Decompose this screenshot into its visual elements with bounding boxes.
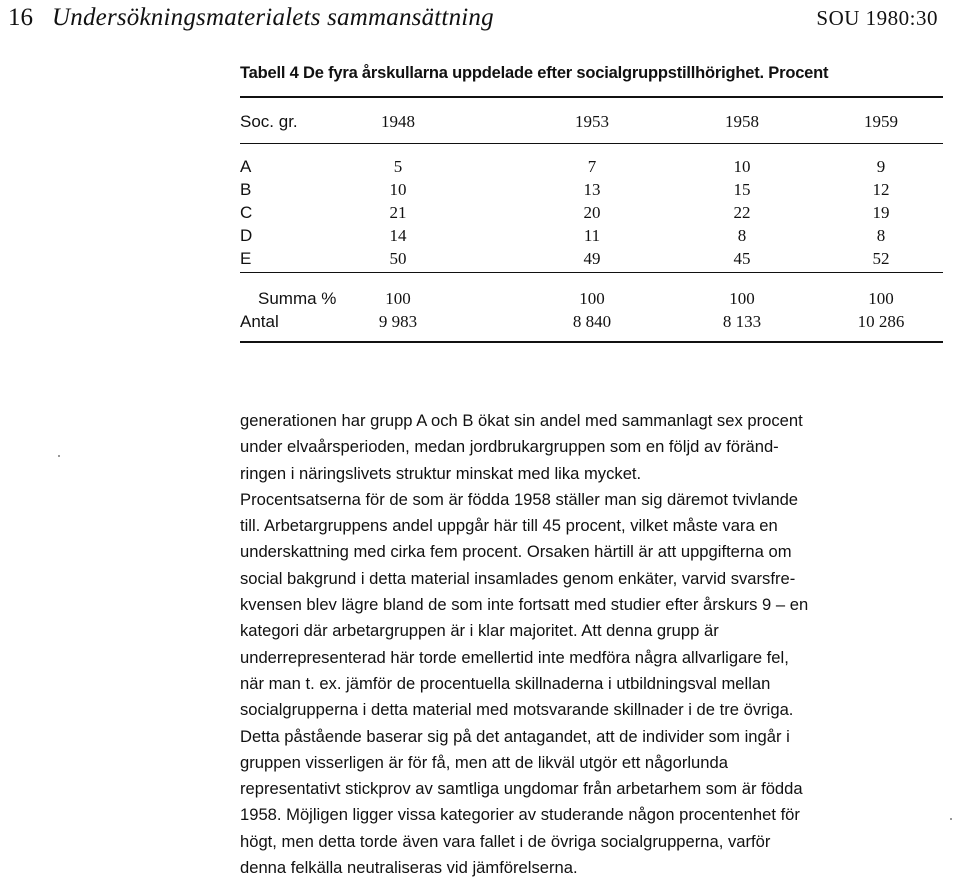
- text-line: när man t. ex. jämför de procentuella skillnaderna i utbildningsval mellan: [240, 673, 771, 693]
- table-cell: 21: [389, 203, 407, 222]
- table-cell: 5: [393, 157, 403, 176]
- scan-speck: [58, 455, 60, 457]
- table-cell: 52: [872, 249, 890, 268]
- table-bottom-rule: [240, 341, 943, 343]
- page-number: 16: [8, 4, 33, 31]
- document-id: SOU 1980:30: [816, 6, 938, 30]
- column-header: 1948: [381, 112, 415, 131]
- text-line: högt, men detta torde även vara fallet i de övriga socialgrupperna, varför: [240, 831, 771, 851]
- text-line: denna felkälla neutraliseras vid jämförelserna.: [240, 858, 578, 878]
- text-line: ringen i näringslivets struktur minskat med lika mycket.: [240, 463, 642, 483]
- table-cell: 19: [872, 203, 890, 222]
- text-line: socialgrupperna i detta material med motsvarande skillnader i de tre övriga.: [240, 700, 794, 720]
- row-label: E: [240, 249, 252, 268]
- totals-rule: [240, 272, 943, 273]
- row-label: Summa %: [258, 289, 337, 308]
- text-line: representativt stickprov av samtliga ungdomar från arbetarhem som är födda: [240, 779, 803, 799]
- table-cell: 100: [579, 289, 605, 308]
- table-cell: 8: [737, 226, 747, 245]
- table-cell: 9: [876, 157, 886, 176]
- row-label: A: [240, 157, 252, 176]
- column-header: 1959: [864, 112, 898, 131]
- table-cell: 12: [872, 180, 890, 199]
- text-line: till. Arbetargruppens andel uppgår här till 45 procent, vilket måste vara en: [240, 516, 778, 536]
- table-cell: 8 133: [722, 312, 762, 331]
- table-cell: 45: [733, 249, 751, 268]
- table-cell: 7: [587, 157, 597, 176]
- table-cell: 13: [583, 180, 601, 199]
- table-cell: 10 286: [857, 312, 905, 331]
- scan-speck: [950, 818, 952, 820]
- table-cell: 15: [733, 180, 751, 199]
- table-cell: 10: [389, 180, 407, 199]
- text-line: Procentsatserna för de som är födda 1958 ställer man sig däremot tvivlande: [240, 489, 799, 509]
- row-label: Antal: [240, 312, 279, 331]
- row-label: D: [240, 226, 253, 245]
- stub-header: Soc. gr.: [240, 112, 298, 131]
- table-top-rule: [240, 96, 943, 98]
- table-cell: 20: [583, 203, 601, 222]
- table-cell: 100: [868, 289, 894, 308]
- column-header: 1953: [575, 112, 609, 131]
- text-line: under elvaårsperioden, medan jordbrukargruppen som en följd av föränd-: [240, 437, 779, 457]
- column-header: 1958: [725, 112, 759, 131]
- table-cell: 9 983: [378, 312, 418, 331]
- text-line: underskattning med cirka fem procent. Orsaken härtill är att uppgifterna om: [240, 542, 792, 562]
- table-caption: Tabell 4 De fyra årskullarna uppdelade efter socialgruppstillhörighet. Procent: [240, 64, 829, 82]
- table-cell: 100: [729, 289, 755, 308]
- text-line: gruppen visserligen är för få, men att de likväl utgör ett någorlunda: [240, 752, 728, 772]
- table-cell: 11: [583, 226, 601, 245]
- text-line: 1958. Möjligen ligger vissa kategorier av studerande någon procentenhet för: [240, 805, 800, 825]
- text-line: Detta påstående baserar sig på det antagandet, att de individer som ingår i: [240, 726, 790, 746]
- body-text: [240, 408, 924, 881]
- table-cell: 100: [385, 289, 411, 308]
- text-line: social bakgrund i detta material insamlades genom enkäter, varvid svarsfre-: [240, 568, 796, 588]
- running-header: [0, 2, 960, 36]
- table-cell: 49: [583, 249, 601, 268]
- text-line: generationen har grupp A och B ökat sin andel med sammanlagt sex procent: [240, 411, 803, 430]
- table-cell: 50: [389, 249, 407, 268]
- text-line: underrepresenterad här torde emellertid inte medföra några allvarligare fel,: [240, 647, 789, 667]
- table-cell: 14: [389, 226, 407, 245]
- running-title: Undersökningsmaterialets sammansättning: [52, 4, 494, 31]
- row-label: C: [240, 203, 253, 222]
- table-cell: 10: [733, 157, 751, 176]
- table-cell: 8 840: [572, 312, 612, 331]
- row-label: B: [240, 180, 252, 199]
- header-rule: [240, 143, 943, 144]
- table-cell: 8: [876, 226, 886, 245]
- text-line: kvensen blev lägre bland de som inte fortsatt med studier efter årskurs 9 – en: [240, 595, 809, 615]
- table-cell: 22: [733, 203, 751, 222]
- text-line: kategori där arbetargruppen är i klar majoritet. Att denna grupp är: [240, 621, 719, 641]
